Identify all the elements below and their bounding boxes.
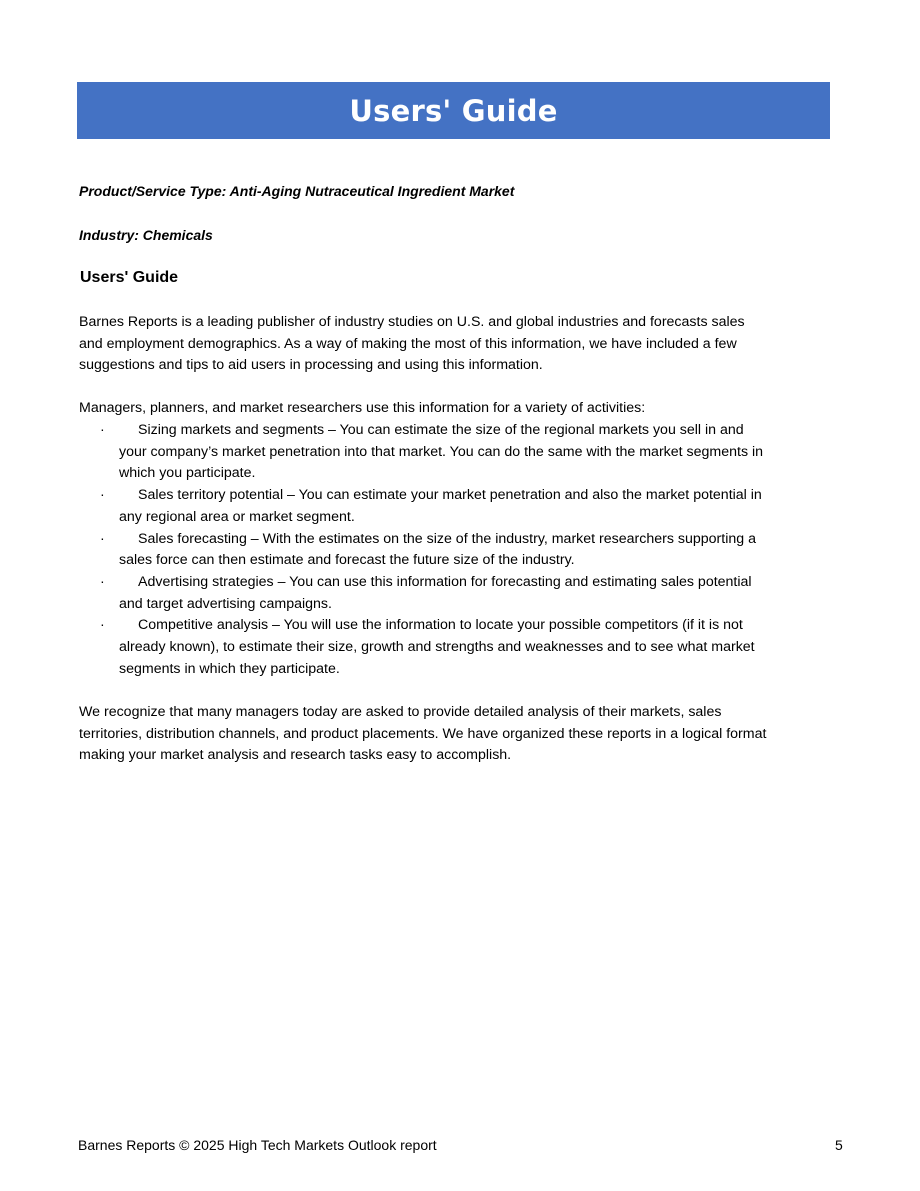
closing-paragraph: We recognize that many managers today are asked to provide detailed analysis of their markets, sales territories, distribution channels, and product placements. We have organized these reports in a logical format making your market analysis and research tasks easy to accomplish. <box>79 704 767 764</box>
footer-text: Barnes Reports © 2025 High Tech Markets Outlook report <box>78 1137 437 1153</box>
list-item <box>79 420 769 485</box>
list-item <box>79 572 769 615</box>
intro-paragraph: Barnes Reports is a leading publisher of industry studies on U.S. and global industries and forecasts sales and employment demographics. As a way of making the most of this information, we have included a few suggestions and tips to aid users in processing and using this information. <box>79 314 745 374</box>
uses-lead-paragraph: Managers, planners, and market researchers use this information for a variety of activities: <box>79 400 646 416</box>
section-heading: Users' Guide <box>80 269 179 286</box>
page-number: 5 <box>835 1137 843 1153</box>
page-title: Users' Guide <box>349 93 558 128</box>
bullet-icon: · <box>100 617 105 634</box>
bullet-icon: · <box>100 573 105 590</box>
list-item <box>79 485 769 528</box>
list-item <box>79 615 769 680</box>
title-banner <box>77 82 830 139</box>
bullet-icon: · <box>100 422 105 438</box>
product-type-line: Product/Service Type: Anti-Aging Nutraceutical Ingredient Market <box>79 183 515 199</box>
bullet-icon: · <box>100 487 105 504</box>
list-item-text: Competitive analysis – You will use the information to locate your possible competitors (if it is not already known), to estimate their size, growth and strengths and weaknesses and to see what market segments in which they participate. <box>119 617 755 677</box>
list-item-text: Sales forecasting – With the estimates on the size of the industry, market researchers supporting a sales force can then estimate and forecast the future size of the industry. <box>119 530 756 569</box>
list-item-text: Sales territory potential – You can estimate your market penetration and also the market potential in any regional area or market segment. <box>119 487 762 525</box>
industry-line: Industry: Chemicals <box>79 227 213 243</box>
list-item-text: Sizing markets and segments – You can estimate the size of the regional markets you sell in and your company’s market penetration into that market. You can do the same with the market segments in which you participate. <box>119 422 764 482</box>
list-item-text: Advertising strategies – You can use this information for forecasting and estimating sales potential and target advertising campaigns. <box>119 573 752 612</box>
bullet-icon: · <box>100 530 105 547</box>
activities-list <box>79 420 769 680</box>
list-item <box>79 529 769 572</box>
